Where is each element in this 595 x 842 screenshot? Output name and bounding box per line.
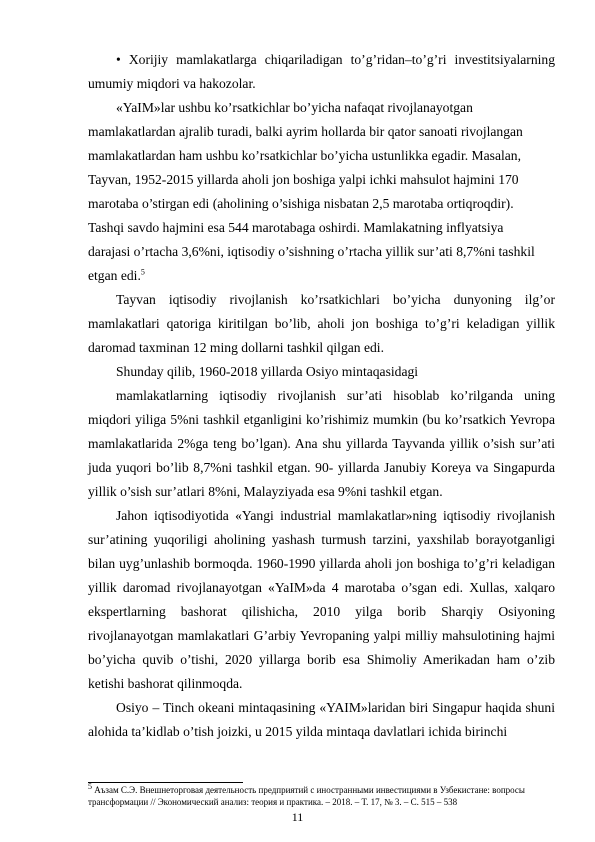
paragraph-tayvan: Tayvan iqtisodiy rivojlanish ko’rsatkichlari bo’yicha dunyoning ilg’or mamlakatlari qatoriga kiritilgan bo’lib, aholi jon boshiga to’g’ri keladigan yillik daromad taxminan 12 ming dollarni tashkil qilgan edi.: [88, 292, 555, 355]
paragraph-yaim-line-2: mamlakatlardan ajralib turadi, balki ayrim hollarda bir qator sanoati rivojlangan: [88, 124, 523, 139]
paragraph-yaim-line-8: etgan edi.$^5$: [88, 267, 145, 283]
footnote: [88, 784, 555, 808]
paragraph-bullet-investments: • Xorijiy mamlakatlarga chiqariladigan to’g’ridan–to’g’ri investitsiyalarning umumiy miqdori va hakozolar.: [88, 52, 555, 91]
paragraph-singapore: Osiyo – Tinch okeani mintaqasining «YAIM»laridan biri Singapur haqida shuni alohida ta’kidlab o’tish joizki, u 2015 yilda mintaqa davlatlari ichida birinchi: [88, 700, 555, 739]
paragraph-yaim-line-4: Tayvan, 1952-2015 yillarda aholi jon boshiga yalpi ichki mahsulot hajmini 170: [88, 172, 519, 187]
footnote-reference: 5: [140, 267, 145, 277]
paragraph-yaim-line-7: darajasi o’rtacha 3,6%ni, iqtisodiy o’sishning o’rtacha yillik sur’ati 8,7%ni tashkil: [88, 244, 535, 259]
page-number: 11: [291, 810, 304, 824]
paragraph-growth-rates: mamlakatlarning iqtisodiy rivojlanish sur’ati hisoblab ko’rilganda uning miqdori yiliga 5%ni tashkil etganligini ko’rishimiz mumkin (bu ko’rsatkich Yevropa mamlakatlarida 2%ga teng bo’lgan). Ana shu yillarda Tayvanda yillik o’sish sur’ati juda yuqori bo’lib 8,7%ni tashkil etgan. 90- yillarda Janubiy Koreya va Singapurda yillik o’sish sur’atlari 8%ni, Malayziyada esa 9%ni tashkil etgan.: [88, 388, 555, 499]
footnote-number: 5: [88, 782, 92, 791]
paragraph-yaim-line-3: mamlakatlardan ham ushbu ko’rsatkichlar bo’yicha ustunlikka egadir. Masalan,: [88, 148, 521, 163]
footnote-text: Аъзам С.Э. Внешнеторговая деятельность предприятий с иностранными инвестициями в Узбекистане: вопросы трансформации // Экономический анализ: теория и практика. – 2018. – Т. 17, № 3. – С. 515 – 538: [88, 785, 525, 807]
paragraph-yaim-line-1: «YaIM»lar ushbu ko’rsatkichlar bo’yicha nafaqat rivojlanayotgan: [116, 100, 473, 115]
footnote-divider: [88, 782, 243, 783]
paragraph-yaim-line-6: Tashqi savdo hajmini esa 544 marotabaga oshirdi. Mamlakatning inflyatsiya: [88, 220, 504, 235]
body-text: [88, 48, 555, 744]
paragraph-yaim-line-5: marotaba o’stirgan edi (aholining o’sishiga nisbatan 2,5 marotaba ortiqroqdir).: [88, 196, 514, 211]
paragraph-shunday-qilib: Shunday qilib, 1960-2018 yillarda Osiyo mintaqasidagi: [116, 364, 419, 379]
paragraph-industrial-countries: Jahon iqtisodiyotida «Yangi industrial mamlakatlar»ning iqtisodiy rivojlanish sur’atining yuqoriligi aholining yashash turmush tarzini, yaxshilab borayotganligi bilan uyg’unlashib bormoqda. 1960-1990 yillarda aholi jon boshiga to’g’ri keladigan yillik daromad rivojlanayotgan «YaIM»da 4 marotaba o’sgan edi. Xullas, xalqaro ekspertlarning bashorat qilishicha, 2010 yilga borib Sharqiy Osiyoning rivojlanayotgan mamlakatlari G’arbiy Yevropaning yalpi milliy mahsulotining hajmi bo’yicha quvib o’tishi, 2020 yillarga borib esa Shimoliy Amerikadan ham o’zib ketishi bashorat qilinmoqda.: [88, 508, 555, 691]
